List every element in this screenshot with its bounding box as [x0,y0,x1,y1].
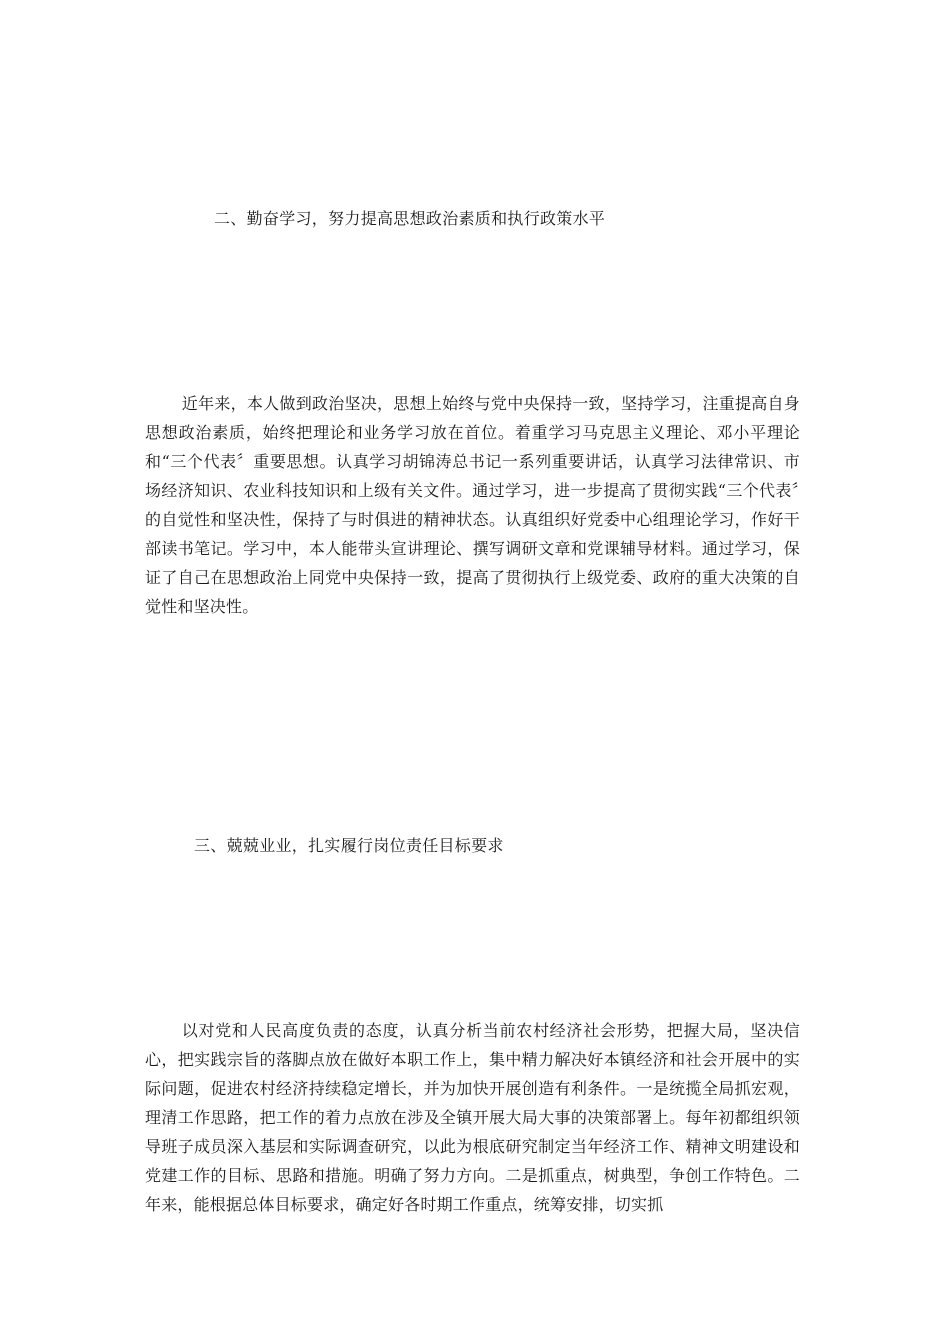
section-three-paragraph: 以对党和人民高度负责的态度，认真分析当前农村经济社会形势，把握大局，坚决信心，把实践宗旨的落脚点放在做好本职工作上，集中精力解决好本镇经济和社会开展中的实际问题，促进农村经济持续稳定增长，并为加快开展创造有利条件。一是统揽全局抓宏观，理清工作思路，把工作的着力点放在涉及全镇开展大局大事的决策部署上。每年初都组织领导班子成员深入基层和实际调查研究，以此为根底研究制定当年经济工作、精神文明建设和党建工作的目标、思路和措施。明确了努力方向。二是抓重点，树典型，争创工作特色。二年来，能根据总体目标要求，确定好各时期工作重点，统筹安排，切实抓 [145,1021,800,1214]
section-two-heading: 二、勤奋学习，努力提高思想政治素质和执行政策水平 [214,209,606,228]
section-two-paragraph: 近年来，本人做到政治坚决，思想上始终与党中央保持一致，坚持学习，注重提高自身思想政治素质，始终把理论和业务学习放在首位。着重学习马克思主义理论、邓小平理论和“三个代表〞重要思想。认真学习胡锦涛总书记一系列重要讲话，认真学习法律常识、市场经济知识、农业科技知识和上级有关文件。通过学习，进一步提高了贯彻实践“三个代表〞的自觉性和坚决性，保持了与时俱进的精神状态。认真组织好党委中心组理论学习，作好干部读书笔记。学习中，本人能带头宣讲理论、撰写调研文章和党课辅导材料。通过学习，保证了自己在思想政治上同党中央保持一致，提高了贯彻执行上级党委、政府的重大决策的自觉性和坚决性。 [145,394,800,616]
section-three-heading: 三、兢兢业业，扎实履行岗位责任目标要求 [194,836,504,855]
